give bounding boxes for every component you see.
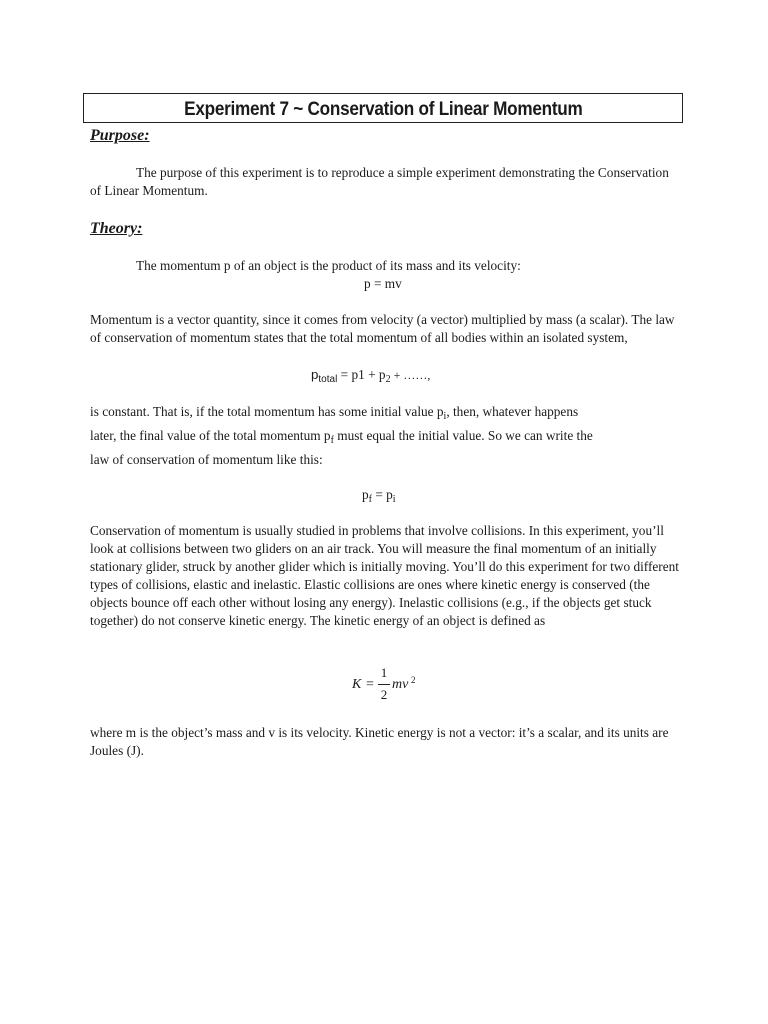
- theory-heading: Theory:: [90, 220, 143, 237]
- equation-pf-pi: $p_f = p_i$: [362, 487, 396, 505]
- purpose-heading: Purpose:: [90, 127, 150, 144]
- theory-paragraph-vector: Momentum is a vector quantity, since it comes from velocity (a vector) multiplied by mass (a scalar). The law of conservation of momentum states that the total momentum of all bodies within an isolated system,: [90, 312, 675, 345]
- title-box: [83, 93, 683, 123]
- theory-paragraph-kinetic: where m is the object’s mass and v is its velocity. Kinetic energy is not a vector: it’s a scalar, and its units are Joules (J).: [90, 725, 669, 758]
- purpose-text: The purpose of this experiment is to reproduce a simple experiment demonstrating the Conservation of Linear Momentum.: [90, 165, 669, 198]
- equation-p-total: $p_{total} = p1 + p_2$ + ……,: [311, 367, 431, 385]
- page-title: Experiment 7 ~ Conservation of Linear Momentum: [183, 98, 583, 120]
- equation-p-mv: p = mv: [364, 276, 402, 291]
- theory-paragraph-constant-line1: is constant. That is, if the total momentum has some initial value $p_i$, then, whatever happens: [90, 404, 579, 422]
- theory-paragraph-constant-line3: law of conservation of momentum like this:: [90, 452, 323, 467]
- theory-paragraph-collisions: Conservation of momentum is usually studied in problems that involve collisions. In this experiment, you’ll look at collisions between two gliders on an air track. You will measure the final momentum of an initially stationary glider, struck by another glider which is initially moving. You’ll do this experiment for two different types of collisions, elastic and inelastic. Elastic collisions are ones where kinetic energy is conserved (the objects bounce off each other without losing any energy). Inelastic collisions (e.g., if the objects get stuck together) do not conserve kinetic energy. The kinetic energy of an object is defined as: [90, 523, 679, 628]
- theory-intro: The momentum p of an object is the product of its mass and its velocity:: [136, 258, 521, 273]
- document-page: Experiment 7 ~ Conservation of Linear Momentum Purpose: The purpose of this experiment is to reproduce a simple experiment demonstrating the Conservation of Linear Momentum. Theory: The momentum p of an object is the product of its mass and its velocity: p = mv Momentum is a vector quantity, since it comes from velocity (a vector) multiplied by mass (a scalar). The law of conservation of momentum states that the total momentum of all bodies within an isolated system, $p_{total} = p1 + p_2$ + ……, is constant. That is, if the total momentum has some initial value $p_i$, then, whatever happens later, the final value of the total momentum $p_f$ must equal the initial value. So we can write the law of conservation of momentum like this: $p_f = p_i$ Conservation of momentum is usually studied in problems that involve collisions. In this experiment, you’ll look at collisions between two gliders on an air track. You will measure the final momentum of an initially stationary glider, struck by another glider which is initially moving. You’ll do this experiment for two different types of collisions, elastic and inelastic. Elastic collisions are ones where kinetic energy is conserved (the objects bounce off each other without losing any energy). Inelastic collisions (e.g., if the objects get stuck together) do not conserve kinetic energy. The kinetic energy of an object is defined as K = 1 2 mv 2 where m is the object’s mass and v is its velocity. Kinetic energy is not a vector: it’s a scalar, and its units are Joules (J).: [0, 0, 768, 1024]
- theory-paragraph-constant-line2: later, the final value of the total momentum $p_f$ must equal the initial value. So we can write the: [90, 428, 593, 446]
